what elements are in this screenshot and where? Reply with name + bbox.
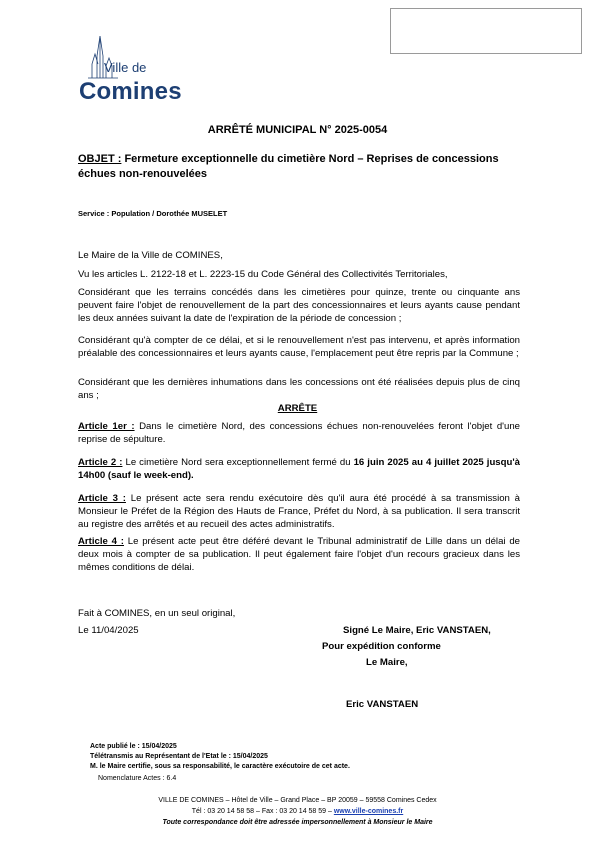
transmission-date: Télétransmis au Représentant de l'Etat le : 15/04/2025 <box>90 753 268 760</box>
objet-label: OBJET : <box>78 153 122 165</box>
considerant-3: Considérant que les dernières inhumations dans les concessions ont été réalisées depuis plus de cinq ans ; <box>78 377 520 401</box>
nomenclature-line: Nomenclature Actes : 6.4 <box>98 775 177 782</box>
article-2-text: Le cimetière Nord sera exceptionnellement fermé du <box>122 457 354 468</box>
article-2 <box>78 456 520 482</box>
expedition-line: Pour expédition conforme <box>322 641 441 652</box>
considerant-2: Considérant qu'à compter de ce délai, et si le renouvellement n'est pas intervenu, et après information préalable des concessionnaires et leurs ayants cause, l'emplacement peut être repris par la Commune ; <box>78 335 520 359</box>
document-title: ARRÊTÉ MUNICIPAL N° 2025-0054 <box>207 124 388 136</box>
article-3 <box>78 492 520 531</box>
article-1-label: Article 1er : <box>78 421 135 432</box>
footer-note: Toute correspondance doit être adressée impersonnellement à Monsieur le Maire <box>162 819 433 826</box>
date-line: Le 11/04/2025 <box>78 625 139 636</box>
website-link[interactable]: www.ville-comines.fr <box>333 808 404 815</box>
footer-phone: Tél : 03 20 14 58 58 – Fax : 03 20 14 58 59 – <box>191 808 334 815</box>
article-2-label: Article 2 : <box>78 457 123 468</box>
maire-line: Le Maire de la Ville de COMINES, <box>78 250 223 261</box>
footer-contact <box>0 808 595 815</box>
article-3-label: Article 3 : <box>78 493 126 504</box>
executoire-line: M. le Maire certifie, sous sa responsabilité, le caractère exécutoire de cet acte. <box>90 763 350 770</box>
article-1 <box>78 420 520 446</box>
article-4-text: Le présent acte peut être déféré devant le Tribunal administratif de Lille dans un délai de deux mois à compter de sa publication. Il peut également faire l'objet d'un recours gracieux dans les mêmes conditions de délai. <box>78 536 520 573</box>
signatory-name: Eric VANSTAEN <box>346 699 419 710</box>
article-1-text: Dans le cimetière Nord, des concessions échues non-renouvelées feront l'objet d'une reprise de sépulture. <box>78 421 520 445</box>
signe-line: Signé Le Maire, Eric VANSTAEN, <box>343 625 491 636</box>
objet-block <box>78 152 528 182</box>
fait-line: Fait à COMINES, en un seul original, <box>78 608 236 619</box>
article-2-dates: 16 juin 2025 au 4 juillet 2025 jusqu'à 14h00 (sauf le week-end). <box>78 457 520 481</box>
le-maire-line: Le Maire, <box>366 657 408 668</box>
considerant-1: Considérant que les terrains concédés dans les cimetières pour quinze, trente ou cinquante ans peuvent faire l'objet de renouvellement de la part des concessionnaires et leurs ayants cause pendant les deux années suivant la date de l'expiration de la période de concession ; <box>78 287 520 324</box>
footer-address: VILLE DE COMINES – Hôtel de Ville – Grand Place – BP 20059 – 59558 Comines Cedex <box>158 797 437 804</box>
article-3-text: Le présent acte sera rendu exécutoire dès qu'il aura été procédé à sa transmission à Monsieur le Préfet de la Région des Hauts de France, Préfet du Nord, à sa publication. Il sera transcrit au registre des arrêtés et au recueil des actes administratifs. <box>78 493 520 530</box>
arrete-heading: ARRÊTE <box>277 403 318 414</box>
objet-text: Fermeture exceptionnelle du cimetière Nord – Reprises de concessions échues non-renouvelées <box>78 153 499 180</box>
logo-ville-text: Ville de <box>104 60 147 75</box>
article-4 <box>78 535 520 574</box>
service-line: Service : Population / Dorothée MUSELET <box>78 209 228 218</box>
logo-comines-text: Comines <box>79 78 182 105</box>
vu-line: Vu les articles L. 2122-18 et L. 2223-15 du Code Général des Collectivités Territoriales, <box>78 269 448 280</box>
article-4-label: Article 4 : <box>78 536 124 547</box>
stamp-box <box>390 8 582 54</box>
publication-date: Acte publié le : 15/04/2025 <box>90 743 177 750</box>
